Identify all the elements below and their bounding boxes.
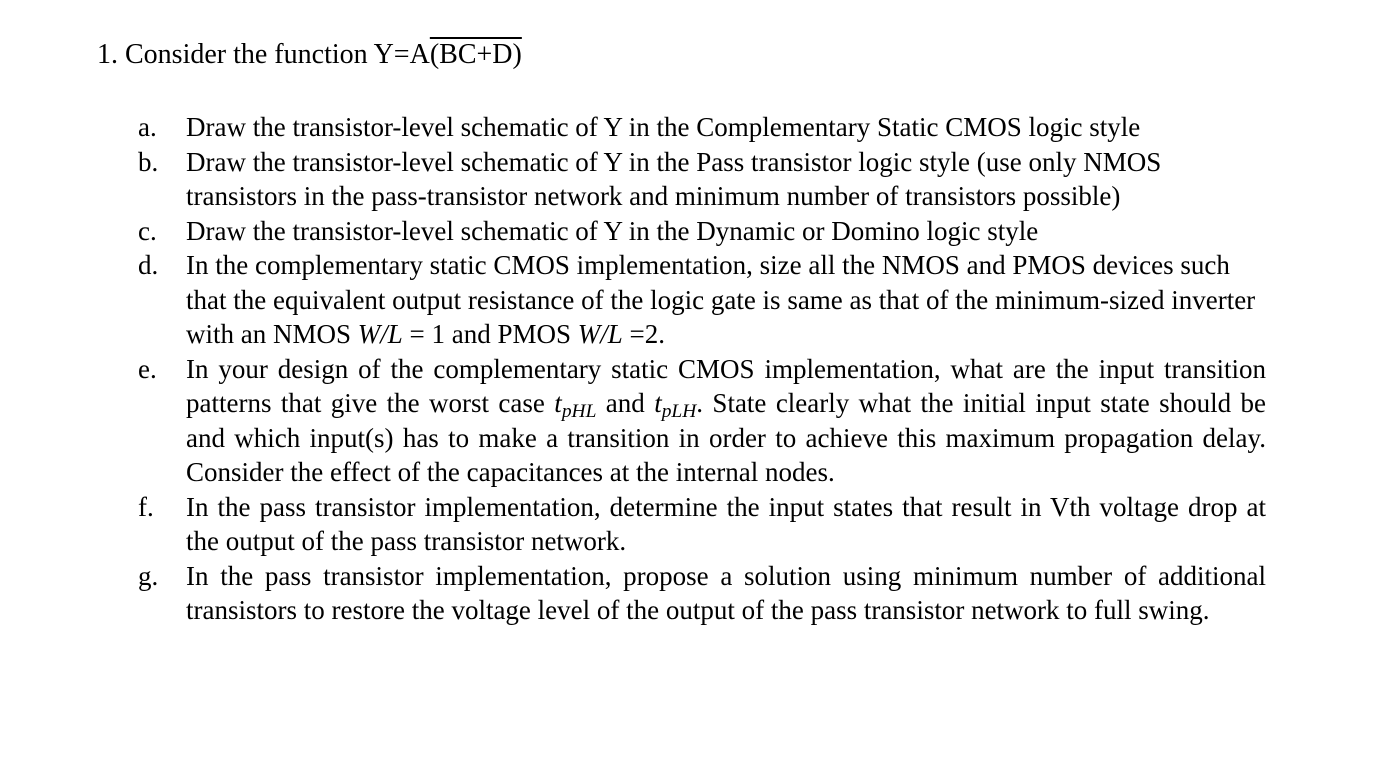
sub-question-b xyxy=(138,145,1266,214)
part-letter: c. xyxy=(138,215,157,246)
math-tphl xyxy=(554,388,597,422)
sub-question-g xyxy=(138,559,1266,628)
text-segment: In the complementary static CMOS implementation, size all the NMOS and PMOS devices such that the equivalent output resistance of the logic gate is same as that of the minimum-sized inverter with an NMOS xyxy=(186,250,1256,349)
text-segment: and xyxy=(596,388,655,418)
text-segment: = 1 and PMOS xyxy=(402,319,578,349)
part-text: Draw the transistor-level schematic of Y in the Complementary Static CMOS logic style xyxy=(186,112,1141,142)
sub-question-c xyxy=(138,214,1266,249)
overlined-expression: (BC+D) xyxy=(429,39,522,70)
part-text: In the pass transistor implementation, determine the input states that result in Vth voltage drop at the output of the pass transistor network. xyxy=(186,491,1266,556)
sub-question-d xyxy=(138,248,1266,352)
sub-question-f xyxy=(138,490,1266,559)
part-text: In the pass transistor implementation, propose a solution using minimum number of additional transistors to restore the voltage level of the output of the pass transistor network to full swing. xyxy=(186,560,1266,625)
text-segment: =2. xyxy=(622,319,666,349)
text-segment: . State clearly what the initial input state should be and which input(s) has to make a transition in order to achieve this maximum propagation delay. Consider the effect of the capacitances at the internal nodes. xyxy=(186,388,1267,487)
sub-question-a xyxy=(138,110,1266,145)
part-text xyxy=(186,352,1266,490)
math-symbol: t xyxy=(654,388,662,418)
question-title xyxy=(97,38,522,72)
math-symbol: t xyxy=(554,388,562,418)
question-number: 1. xyxy=(97,39,118,70)
part-letter: a. xyxy=(138,112,157,142)
part-text: Draw the transistor-level schematic of Y in the Pass transistor logic style (use only NMOS transistors in the pass-transistor network and minimum number of transistors possible) xyxy=(186,146,1162,211)
question-intro: Consider the function Y=A xyxy=(125,39,430,70)
sub-question-e xyxy=(138,352,1266,490)
math-wl: W/L xyxy=(357,319,403,349)
part-letter: d. xyxy=(138,250,159,280)
sub-question-list xyxy=(138,110,1266,628)
math-subscript: pLH xyxy=(661,400,697,422)
text-segment: In your design of the complementary static CMOS implementation, what are the input transition patterns that give the worst case xyxy=(186,353,1266,418)
part-letter: b. xyxy=(138,146,159,177)
part-letter: e. xyxy=(138,353,157,384)
part-text: Draw the transistor-level schematic of Y in the Dynamic or Domino logic style xyxy=(186,215,1039,246)
math-tplh xyxy=(654,388,697,422)
part-letter: f. xyxy=(138,491,154,522)
math-wl: W/L xyxy=(577,319,623,349)
part-letter: g. xyxy=(138,560,159,591)
math-subscript: pHL xyxy=(561,400,597,422)
part-text xyxy=(186,248,1266,352)
